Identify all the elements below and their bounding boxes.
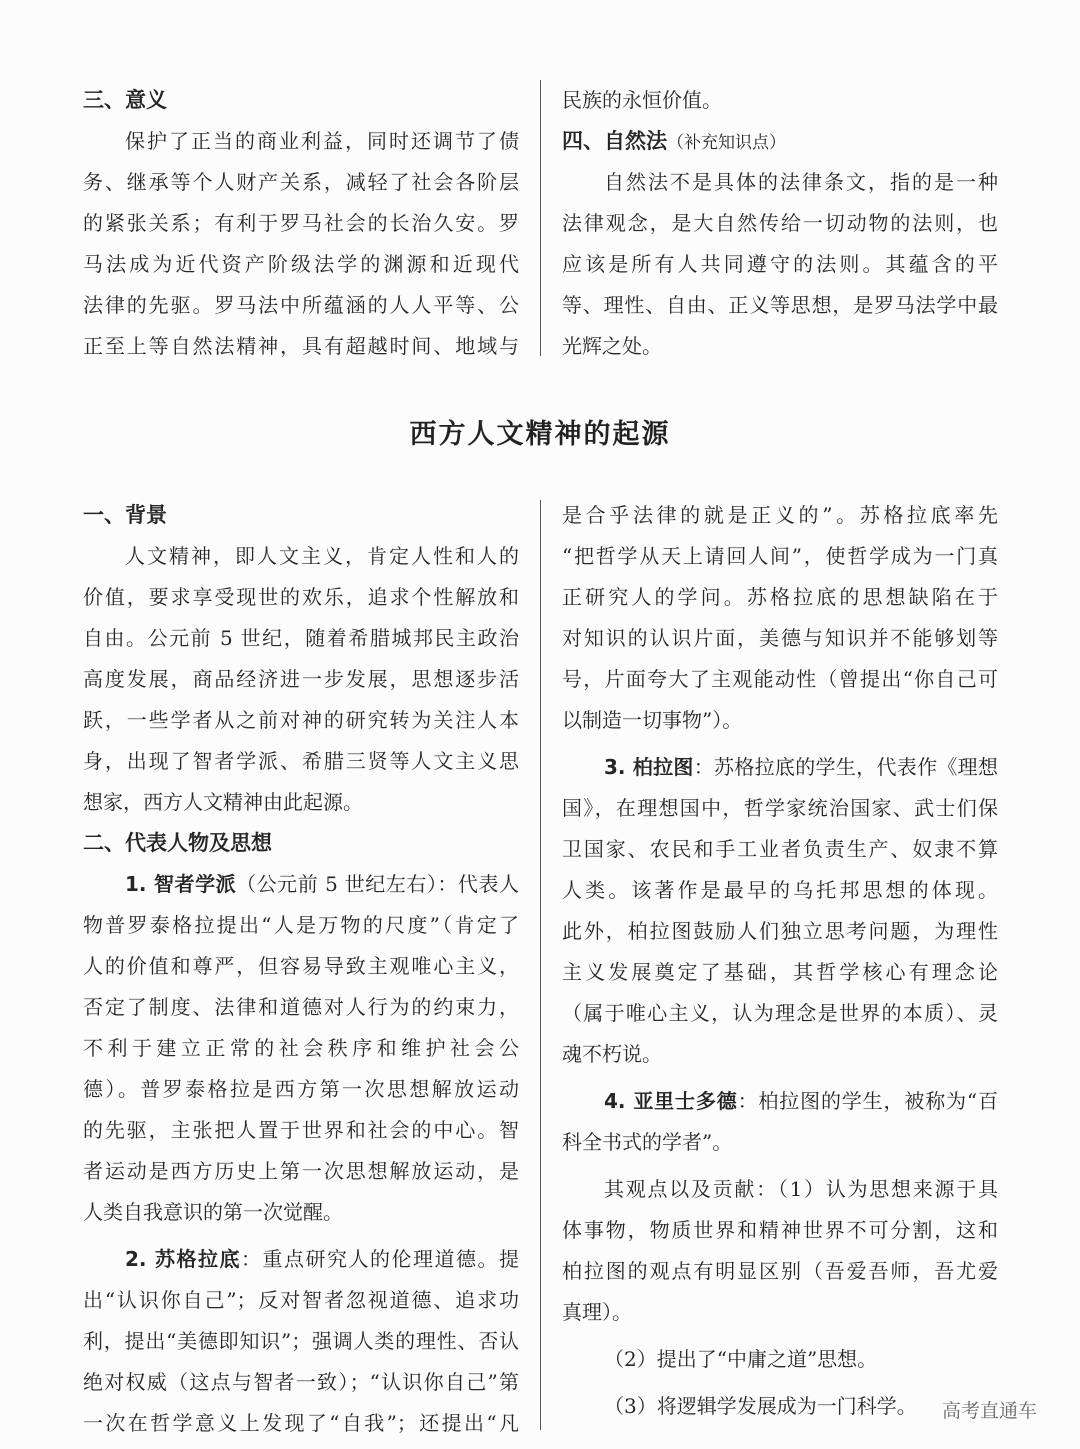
line-text: 跃，一些学者从之前对神的研究转为关注人本 <box>83 708 519 732</box>
line-text: 者运动是西方历史上第一次思想解放运动，是 <box>83 1159 519 1183</box>
section-heading <box>83 80 519 121</box>
line-text: ：柏拉图的学生，被称为“百 <box>737 1089 998 1113</box>
text-line <box>562 618 998 659</box>
column-divider-bottom <box>540 500 541 1430</box>
paragraph-lead: 1. 智者学派 <box>125 872 237 896</box>
line-text: 不利于建立正常的社会秩序和维护社会公 <box>83 1036 519 1060</box>
line-text: 号，片面夸大了主观能动性（曾提出“你自己可 <box>562 667 998 691</box>
line-text: ：苏格拉底的学生，代表作《理想 <box>693 755 998 779</box>
section-heading <box>83 495 519 536</box>
text-line <box>83 1239 519 1280</box>
text-line <box>83 741 519 782</box>
paragraph-lead: 3. 柏拉图 <box>604 755 694 779</box>
line-text: 真理）。 <box>562 1300 632 1324</box>
line-text: 高度发展，商品经济进一步发展，思想逐步活 <box>83 667 519 691</box>
line-text: 法律的先驱。罗马法中所蕴涵的人人平等、公 <box>83 293 519 317</box>
text-line <box>562 870 998 911</box>
text-line <box>83 1362 519 1403</box>
line-text: 的紧张关系；有利于罗马社会的长治久安。罗 <box>83 211 519 235</box>
text-line <box>562 244 998 285</box>
text-line <box>562 1251 998 1292</box>
text-line <box>562 285 998 326</box>
line-text: 出“认识你自己”；反对智者忽视道德、追求功 <box>83 1288 519 1312</box>
line-text: 想家，西方人文精神由此起源。 <box>83 790 363 814</box>
text-line <box>562 203 998 244</box>
text-line <box>562 536 998 577</box>
text-line <box>562 1169 998 1210</box>
line-text: 保护了正当的商业利益，同时还调节了债 <box>125 129 519 153</box>
line-text: 应该是所有人共同遵守的法则。其蕴含的平 <box>562 252 998 276</box>
line-text: 体事物，物质世界和精神世界不可分割，这和 <box>562 1218 998 1242</box>
line-text: 国》，在理想国中，哲学家统治国家、武士们保 <box>562 796 998 820</box>
line-text: 三、意义 <box>83 88 167 112</box>
text-line <box>562 1210 998 1251</box>
line-text: “把哲学从天上请回人间”，使哲学成为一门真 <box>562 544 998 568</box>
text-line <box>83 987 519 1028</box>
line-text: 绝对权威（这点与智者一致）；“认识你自己”第 <box>83 1370 519 1394</box>
line-text: （公元前 5 世纪左右）：代表人 <box>236 872 519 896</box>
line-text: 人的价值和尊严，但容易导致主观唯心主义， <box>83 954 519 978</box>
text-line <box>562 659 998 700</box>
text-line <box>562 829 998 870</box>
text-line <box>83 1403 519 1444</box>
text-line <box>562 326 998 367</box>
line-text: 四、自然法 <box>562 129 667 153</box>
text-line <box>83 700 519 741</box>
line-text: 身，出现了智者学派、希腊三贤等人文主义思 <box>83 749 519 773</box>
line-text: 物普罗泰格拉提出“人是万物的尺度”（肯定了 <box>83 913 519 937</box>
text-line <box>83 203 519 244</box>
line-text: 以制造一切事物”）。 <box>562 708 743 732</box>
line-text: 自由。公元前 5 世纪，随着希腊城邦民主政治 <box>83 626 519 650</box>
paragraph-lead: 4. 亚里士多德 <box>604 1089 738 1113</box>
line-text: （属于唯心主义，认为理念是世界的本质）、灵 <box>562 1001 998 1025</box>
line-text: 价值，要求享受现世的欢乐，追求个性解放和 <box>83 585 519 609</box>
text-line <box>83 121 519 162</box>
text-line <box>562 700 998 741</box>
line-text: 一次在哲学意义上发现了“自我”；还提出“凡 <box>83 1411 519 1435</box>
line-text: 自然法不是具体的法律条文，指的是一种 <box>604 170 998 194</box>
line-text: 二、代表人物及思想 <box>83 831 272 855</box>
line-text: 其观点以及贡献：（1）认为思想来源于具 <box>604 1177 998 1201</box>
section-title: 西方人文精神的起源 <box>409 419 671 450</box>
line-text: 正研究人的学问。苏格拉底的思想缺陷在于 <box>562 585 998 609</box>
line-text: 人文精神，即人文主义，肯定人性和人的 <box>125 544 519 568</box>
line-text: 光辉之处。 <box>562 334 662 358</box>
line-text: 人类。该著作是最早的乌托邦思想的体现。 <box>562 878 998 902</box>
top-right-column <box>562 80 998 367</box>
text-line <box>562 162 998 203</box>
text-line <box>562 80 998 121</box>
line-text: （3）将逻辑学发展成为一门科学。 <box>604 1394 917 1418</box>
text-line <box>83 905 519 946</box>
text-line <box>562 1339 998 1380</box>
text-line <box>83 1069 519 1110</box>
line-text: 一、背景 <box>83 503 167 527</box>
line-text: 科全书式的学者”。 <box>562 1130 733 1154</box>
line-text: 德）。普罗泰格拉是西方第一次思想解放运动 <box>83 1077 519 1101</box>
column-divider-top <box>540 80 541 356</box>
text-line <box>562 747 998 788</box>
text-line <box>83 1321 519 1362</box>
line-text: （2）提出了“中庸之道”思想。 <box>604 1347 878 1371</box>
text-line <box>83 946 519 987</box>
text-line <box>83 1280 519 1321</box>
top-left-column <box>83 80 519 367</box>
text-line <box>562 993 998 1034</box>
text-line <box>83 326 519 367</box>
text-line <box>83 536 519 577</box>
line-text: 主义发展奠定了基础，其哲学核心有理念论 <box>562 960 998 984</box>
line-text: 否定了制度、法律和道德对人行为的约束力， <box>83 995 519 1019</box>
section-heading <box>83 823 519 864</box>
text-line <box>562 1386 998 1427</box>
line-text: 此外，柏拉图鼓励人们独立思考问题，为理性 <box>562 919 998 943</box>
line-text: 人类自我意识的第一次觉醒。 <box>83 1200 343 1224</box>
line-text: 法律观念，是大自然传给一切动物的法则，也 <box>562 211 998 235</box>
line-text: 等、理性、自由、正义等思想，是罗马法学中最 <box>562 293 998 317</box>
line-text: 柏拉图的观点有明显区别（吾爱吾师，吾尤爱 <box>562 1259 998 1283</box>
text-line <box>562 1122 998 1163</box>
text-line <box>562 1292 998 1333</box>
text-line <box>83 1151 519 1192</box>
paragraph-lead: 2. 苏格拉底 <box>125 1247 241 1271</box>
line-text: 魂不朽说。 <box>562 1042 662 1066</box>
text-line <box>562 952 998 993</box>
line-text: 利，提出“美德即知识”；强调人类的理性、否认 <box>83 1329 519 1353</box>
line-text: 正至上等自然法精神，具有超越时间、地域与 <box>83 334 519 358</box>
text-line <box>83 162 519 203</box>
text-line <box>562 1034 998 1075</box>
text-line <box>83 782 519 823</box>
line-text: 马法成为近代资产阶级法学的渊源和近现代 <box>83 252 519 276</box>
text-line <box>562 911 998 952</box>
text-line <box>83 1028 519 1069</box>
text-line <box>562 788 998 829</box>
text-line <box>83 285 519 326</box>
text-line <box>83 1192 519 1233</box>
text-line <box>83 1110 519 1151</box>
heading-note: （补充知识点） <box>667 133 786 153</box>
line-text: 对知识的认识片面，美德与知识并不能够划等 <box>562 626 998 650</box>
text-line <box>83 244 519 285</box>
line-text: 是合乎法律的就是正义的”。苏格拉底率先 <box>562 503 998 527</box>
text-line <box>83 618 519 659</box>
bottom-left-column <box>83 495 519 1444</box>
section-heading <box>562 121 998 162</box>
text-line <box>562 577 998 618</box>
text-line <box>83 577 519 618</box>
text-line <box>562 495 998 536</box>
line-text: ：重点研究人的伦理道德。提 <box>240 1247 519 1271</box>
watermark: 高考直通车 <box>942 1400 1038 1422</box>
text-line <box>83 864 519 905</box>
line-text: 卫国家、农民和手工业者负责生产、奴隶不算 <box>562 837 998 861</box>
bottom-right-column <box>562 495 998 1427</box>
text-line <box>83 659 519 700</box>
line-text: 的先驱，主张把人置于世界和社会的中心。智 <box>83 1118 519 1142</box>
line-text: 民族的永恒价值。 <box>562 88 722 112</box>
text-line <box>562 1081 998 1122</box>
line-text: 务、继承等个人财产关系，减轻了社会各阶层 <box>83 170 519 194</box>
